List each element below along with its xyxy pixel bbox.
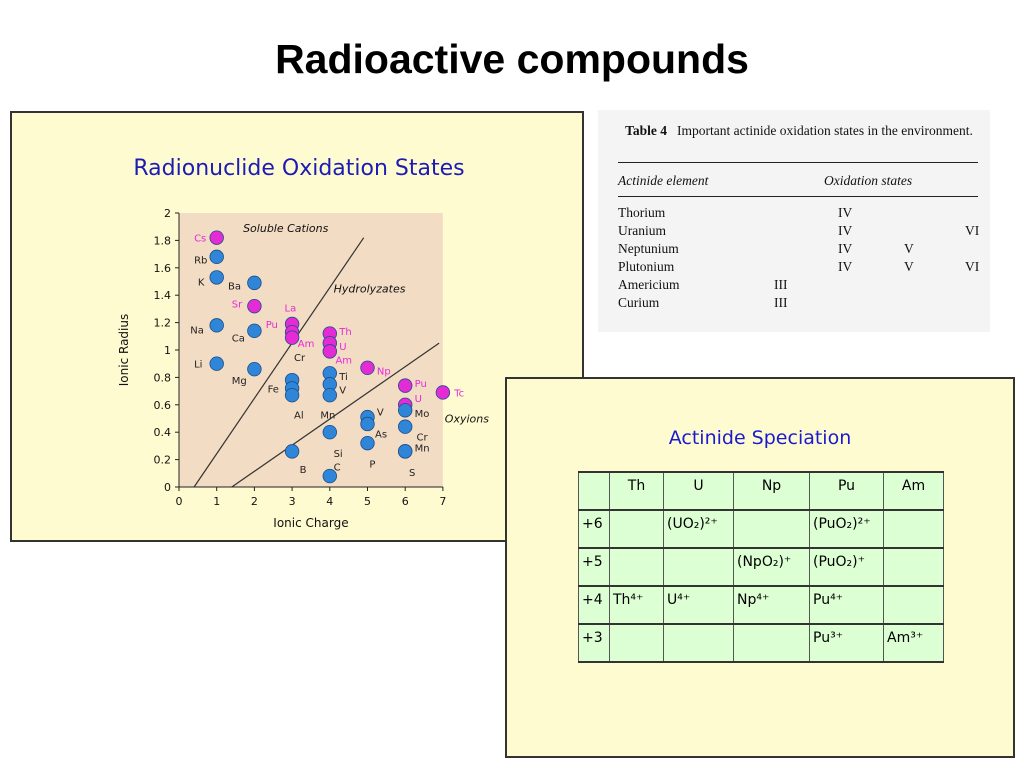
species-cell xyxy=(664,548,734,586)
speciation-row xyxy=(579,624,944,662)
species-cell: (PuO₂)⁺ xyxy=(810,548,884,586)
state-cell: +4 xyxy=(579,586,610,624)
data-point-label: Am xyxy=(297,339,315,351)
y-tick-label: 1.2 xyxy=(153,316,171,330)
species-cell: (UO₂)²⁺ xyxy=(664,510,734,548)
oxidation-state: IV xyxy=(838,241,853,256)
data-point-label: Th xyxy=(339,326,352,338)
species-cell: Am³⁺ xyxy=(884,624,944,662)
region-label: Hydrolyzates xyxy=(333,282,406,296)
oxidation-state: VI xyxy=(965,223,980,238)
species-cell xyxy=(884,586,944,624)
data-point xyxy=(210,250,224,264)
header-cell-np: Np xyxy=(734,472,810,510)
x-tick-label: 0 xyxy=(175,495,183,508)
radionuclide-chart xyxy=(12,113,586,544)
y-tick-label: 1 xyxy=(164,344,171,357)
data-point-label: Cs xyxy=(194,233,207,245)
state-cell: +5 xyxy=(579,548,610,586)
data-point xyxy=(361,417,375,431)
data-point xyxy=(248,362,262,376)
data-point xyxy=(210,319,224,333)
header-cell-am: Am xyxy=(884,472,944,510)
table-row xyxy=(618,223,978,241)
data-point xyxy=(323,425,337,439)
element-name: Plutonium xyxy=(618,259,675,274)
table-row xyxy=(618,277,978,295)
data-point xyxy=(323,388,337,402)
oxidation-state: V xyxy=(904,241,914,256)
actinide-speciation-panel xyxy=(505,377,1015,758)
species-cell xyxy=(884,548,944,586)
data-point xyxy=(398,420,412,434)
y-tick-label: 1.6 xyxy=(153,261,171,275)
data-point-label: Fe xyxy=(267,384,279,396)
table-caption-label: Table 4 xyxy=(625,123,668,138)
element-name: Neptunium xyxy=(618,241,679,256)
data-point-label: U xyxy=(339,341,347,353)
data-point-label: Cr xyxy=(293,352,306,364)
header-cell-pu: Pu xyxy=(810,472,884,510)
data-point-label: Mn xyxy=(414,443,430,455)
state-cell: +3 xyxy=(579,624,610,662)
data-point xyxy=(210,231,224,245)
data-point xyxy=(210,357,224,371)
data-point-label: K xyxy=(197,277,205,289)
table-caption xyxy=(618,122,980,139)
data-point-label: P xyxy=(369,459,376,471)
species-cell: (PuO₂)²⁺ xyxy=(810,510,884,548)
data-point-label: Tc xyxy=(454,388,465,400)
species-cell xyxy=(734,510,810,548)
data-point xyxy=(210,271,224,285)
species-cell: Pu³⁺ xyxy=(810,624,884,662)
x-tick-label: 2 xyxy=(250,495,258,508)
data-point xyxy=(398,403,412,417)
speciation-title: Actinide Speciation xyxy=(668,427,852,449)
oxidation-state: VI xyxy=(965,259,980,274)
table-rule-mid xyxy=(618,196,978,197)
species-cell xyxy=(610,548,664,586)
data-point-label: Np xyxy=(376,366,391,378)
x-axis-label: Ionic Charge xyxy=(273,516,349,530)
data-point xyxy=(398,445,412,459)
oxidation-state: IV xyxy=(838,205,853,220)
x-tick-label: 4 xyxy=(326,495,334,508)
y-tick-label: 1.8 xyxy=(153,234,171,248)
data-point-label: S xyxy=(408,467,416,479)
data-point-label: Ca xyxy=(231,333,245,345)
slide-title: Radioactive compounds xyxy=(275,36,749,82)
species-cell: Np⁴⁺ xyxy=(734,586,810,624)
x-tick-label: 7 xyxy=(439,495,447,508)
y-tick-label: 1.4 xyxy=(153,289,171,303)
data-point-label: Mn xyxy=(320,410,336,422)
species-cell xyxy=(610,510,664,548)
data-point-label: V xyxy=(339,385,347,397)
table-caption-text: Important actinide oxidation states in the environment. xyxy=(677,123,973,138)
data-point-label: Ti xyxy=(339,372,348,384)
oxidation-state: IV xyxy=(838,259,853,274)
data-point-label: Si xyxy=(333,448,343,460)
x-tick-label: 1 xyxy=(213,495,221,508)
y-tick-label: 0 xyxy=(164,481,171,494)
element-name: Curium xyxy=(618,295,660,310)
data-point-label: As xyxy=(375,429,388,441)
element-name: Uranium xyxy=(618,223,666,238)
x-tick-label: 6 xyxy=(401,495,409,508)
data-point xyxy=(436,386,450,400)
oxidation-state: V xyxy=(904,259,914,274)
data-point-label: Pu xyxy=(265,319,278,331)
speciation-row xyxy=(579,586,944,624)
chart-title: Radionuclide Oxidation States xyxy=(133,156,465,181)
y-tick-label: 0.4 xyxy=(153,426,171,440)
region-label: Oxyions xyxy=(444,412,489,426)
species-cell: U⁴⁺ xyxy=(664,586,734,624)
species-cell xyxy=(610,624,664,662)
header-cell-u: U xyxy=(664,472,734,510)
oxidation-state: III xyxy=(774,295,788,310)
oxidation-state: IV xyxy=(838,223,853,238)
y-tick-label: 2 xyxy=(164,207,171,220)
data-point-label: La xyxy=(284,303,297,315)
data-point-label: Al xyxy=(293,410,304,422)
data-point xyxy=(285,445,299,459)
species-cell xyxy=(664,624,734,662)
speciation-header-row xyxy=(579,472,944,510)
state-cell: +6 xyxy=(579,510,610,548)
data-point-label: Ba xyxy=(228,281,242,293)
data-point-label: Am xyxy=(335,355,353,367)
table-row xyxy=(618,295,978,313)
data-point-label: Li xyxy=(194,359,203,371)
data-point xyxy=(361,436,375,450)
y-tick-label: 0.8 xyxy=(153,371,171,385)
table-rule-top xyxy=(618,162,978,163)
species-cell: Th⁴⁺ xyxy=(610,586,664,624)
header-cell-th: Th xyxy=(610,472,664,510)
col-header-states: Oxidation states xyxy=(824,173,913,188)
data-point-label: U xyxy=(414,393,422,405)
actinide-oxidation-table xyxy=(598,110,990,332)
species-cell: Pu⁴⁺ xyxy=(810,586,884,624)
col-header-element: Actinide element xyxy=(618,173,709,188)
y-tick-label: 0.6 xyxy=(153,398,171,412)
header-cell-empty xyxy=(579,472,610,510)
species-cell xyxy=(884,510,944,548)
speciation-row xyxy=(579,510,944,548)
data-point xyxy=(361,361,375,375)
y-tick-label: 0.2 xyxy=(153,453,171,467)
oxidation-state: III xyxy=(774,277,788,292)
table-row xyxy=(618,205,978,223)
data-point-label: V xyxy=(376,407,384,419)
region-label: Soluble Cations xyxy=(243,222,329,236)
data-point xyxy=(398,379,412,393)
species-cell: (NpO₂)⁺ xyxy=(734,548,810,586)
data-point xyxy=(248,324,262,338)
species-cell xyxy=(734,624,810,662)
data-point-label: Sr xyxy=(231,299,243,311)
data-point-label: Mg xyxy=(231,376,247,388)
table-row xyxy=(618,259,978,277)
data-point-label: Cr xyxy=(416,432,428,444)
data-point xyxy=(248,299,262,313)
y-axis-label: Ionic Radius xyxy=(117,313,131,387)
element-name: Americium xyxy=(618,277,680,292)
element-name: Thorium xyxy=(618,205,666,220)
radionuclide-chart-panel xyxy=(10,111,584,542)
data-point xyxy=(248,276,262,290)
speciation-row xyxy=(579,548,944,586)
data-point xyxy=(285,388,299,402)
x-tick-label: 5 xyxy=(364,495,371,508)
data-point-label: Mo xyxy=(414,409,430,421)
x-tick-label: 3 xyxy=(288,495,296,508)
table-row xyxy=(618,241,978,259)
data-point-label: B xyxy=(299,465,307,477)
data-point-label: Rb xyxy=(194,255,208,267)
data-point-label: Pu xyxy=(414,378,427,390)
speciation-table xyxy=(578,471,944,663)
data-point-label: Na xyxy=(190,325,204,337)
data-point-label: C xyxy=(333,462,341,474)
